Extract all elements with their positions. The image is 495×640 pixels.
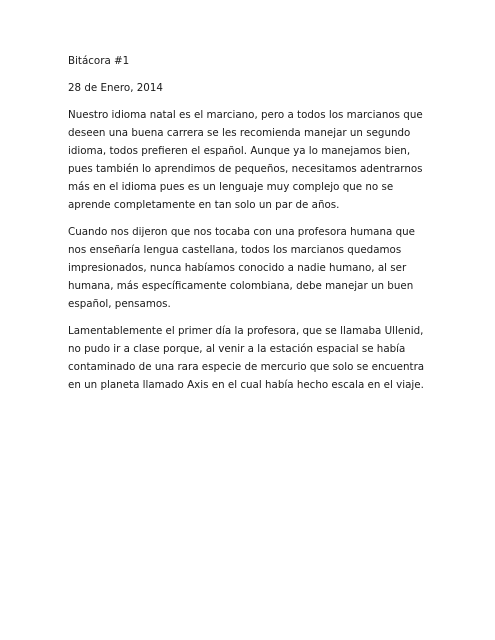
document-date: 28 de Enero, 2014	[68, 81, 163, 94]
paragraph-3: Lamentablemente el primer día la profesora, que se llamaba Ullenid, no pudo ir a clase porque, al venir a la estación espacial se había contaminado de una rara especie de mercurio que solo se encuentra en un planeta llamado Axis en el cual había hecho escala en el viaje.	[68, 324, 425, 392]
paragraph-2: Cuando nos dijeron que nos tocaba con una profesora humana que nos enseñaría lengua castellana, todos los marcianos quedamos impresionados, nunca habíamos conocido a nadie humano, al ser humana, más específicamente colombiana, debe manejar un buen español, pensamos.	[68, 225, 415, 311]
document-body	[68, 52, 435, 403]
document-title: Bitácora #1	[68, 55, 130, 67]
paragraph-1: Nuestro idioma natal es el marciano, pero a todos los marcianos que deseen una buena carrera se les recomienda manejar un segundo idioma, todos prefieren el español. Aunque ya lo manejamos bien, pues también lo aprendimos de pequeños, necesitamos adentrarnos más en el idioma pues es un lenguaje muy complejo que no se aprende completamente en tan solo un par de años.	[68, 108, 423, 212]
